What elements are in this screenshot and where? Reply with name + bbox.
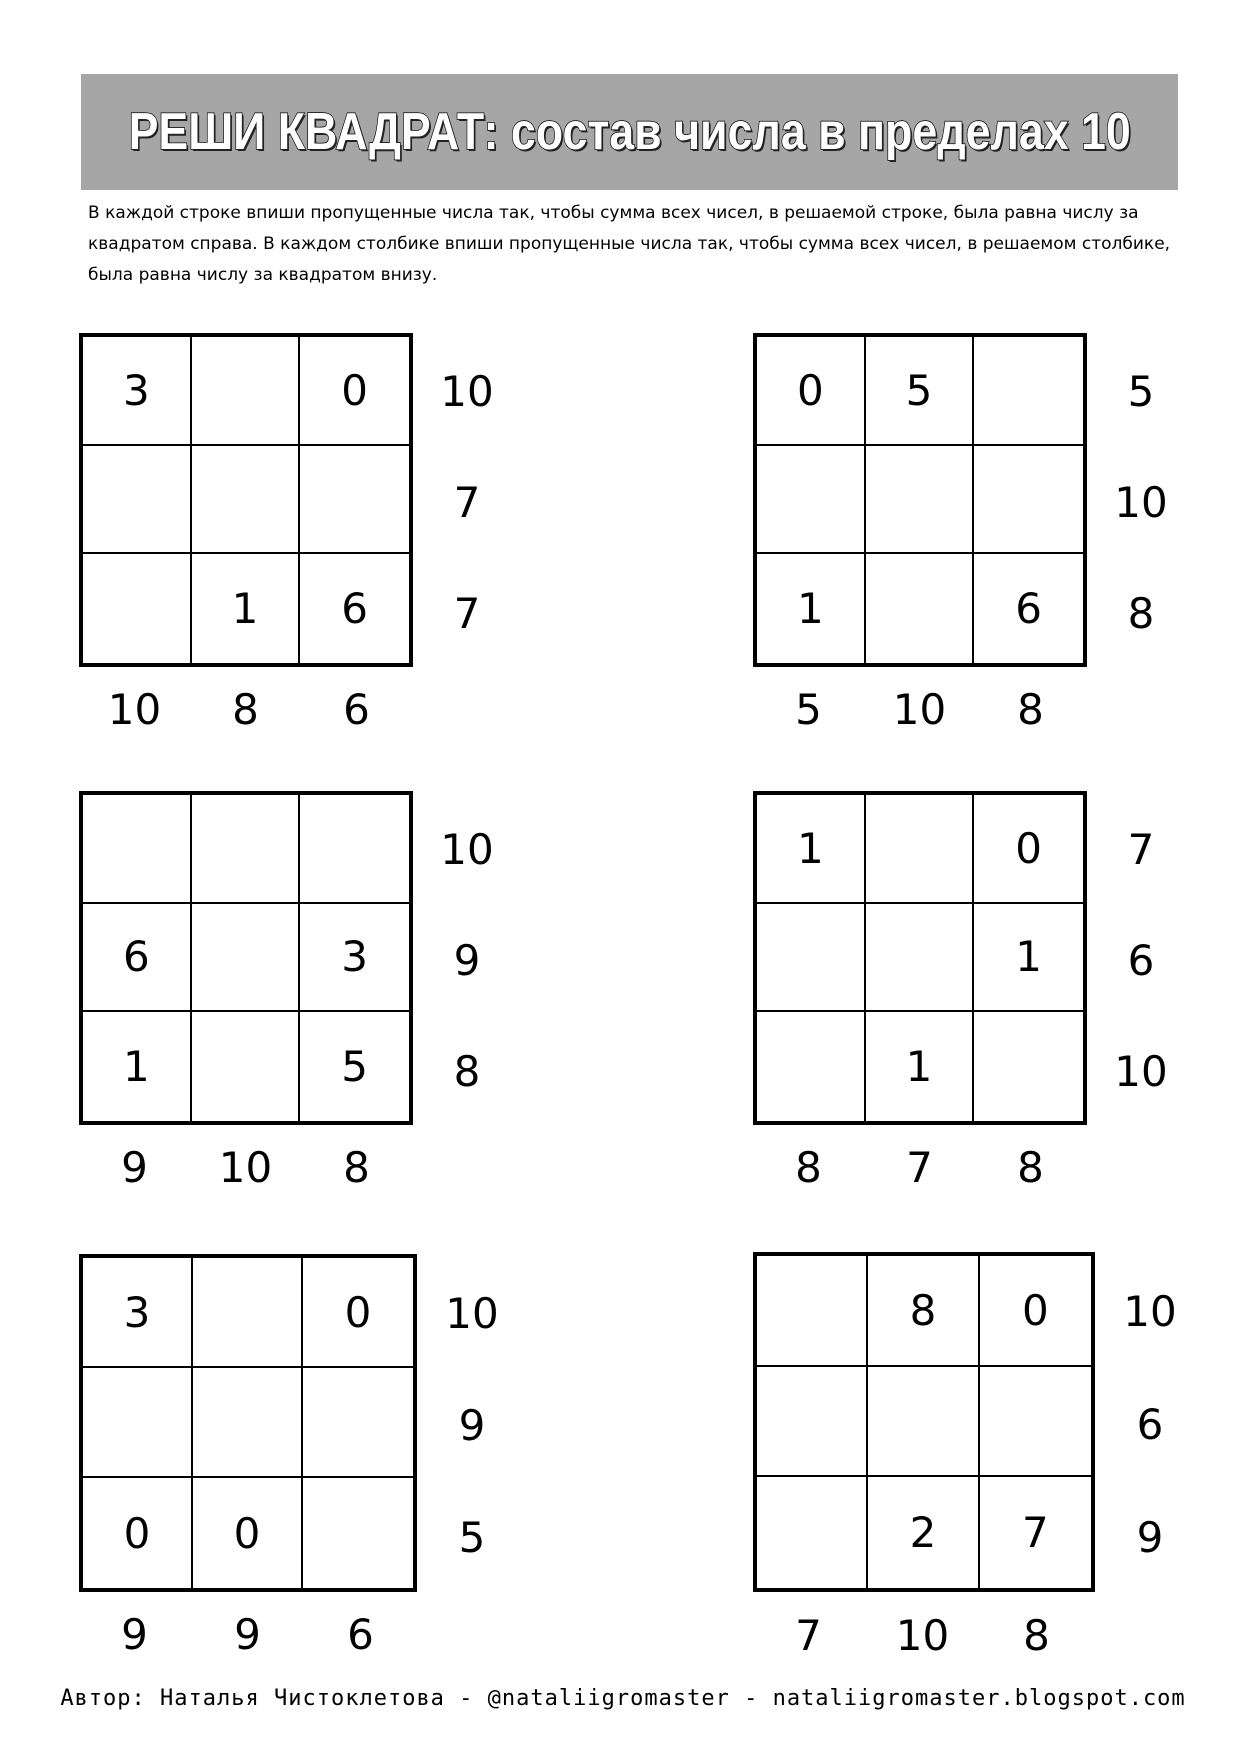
row-sum: 8 [1127, 588, 1155, 638]
puzzle-grid [753, 1252, 1095, 1592]
author-credit: Автор: Наталья Чистоклетова - @nataliigromaster - nataliigromaster.blogspot.com [60, 1686, 1186, 1711]
grid-cell[interactable]: 6 [341, 584, 369, 634]
grid-cell[interactable] [868, 1367, 979, 1478]
column-sum: 9 [234, 1609, 261, 1659]
grid-cell[interactable] [193, 1368, 303, 1478]
grid-cell[interactable]: 8 [868, 1256, 979, 1367]
row-sum: 6 [1127, 935, 1155, 985]
grid-cell[interactable] [83, 795, 192, 904]
column-sum: 6 [347, 1609, 374, 1659]
grid-cell[interactable]: 5 [341, 1042, 369, 1092]
grid-cell[interactable]: 1 [83, 1012, 192, 1121]
grid-cell[interactable]: 0 [83, 1478, 193, 1588]
grid-cell[interactable] [974, 1012, 1083, 1121]
grid-cell[interactable] [83, 446, 192, 555]
row-sum: 5 [458, 1512, 486, 1562]
grid-cell[interactable] [192, 446, 301, 555]
grid-cell[interactable] [300, 446, 409, 555]
column-sum: 10 [892, 684, 947, 734]
grid-cell[interactable]: 1 [192, 554, 301, 663]
column-sum: 7 [795, 1610, 822, 1660]
grid-cell[interactable]: 0 [757, 337, 866, 446]
title-banner [81, 74, 1178, 190]
grid-cell[interactable]: 0 [974, 795, 1083, 904]
grid-cell[interactable]: 3 [83, 1258, 193, 1368]
grid-cell[interactable]: 2 [868, 1477, 979, 1588]
grid-cell[interactable] [866, 904, 975, 1013]
worksheet-title: РЕШИ КВАДРАТ: состав числа в пределах 10 [128, 103, 1131, 161]
grid-cell[interactable] [192, 904, 301, 1013]
grid-cell[interactable] [192, 337, 301, 446]
grid-cell[interactable]: 3 [300, 904, 409, 1013]
grid-cell[interactable] [83, 554, 192, 663]
column-sum: 6 [343, 684, 370, 734]
grid-cell[interactable] [866, 795, 975, 904]
grid-cell[interactable]: 0 [303, 1258, 413, 1368]
grid-cell[interactable]: 0 [193, 1478, 303, 1588]
row-sum: 10 [1123, 1286, 1177, 1336]
column-sum: 9 [121, 1609, 148, 1659]
grid-cell[interactable]: 0 [980, 1256, 1091, 1367]
grid-cell[interactable] [83, 1368, 193, 1478]
grid-cell[interactable]: 7 [1021, 1508, 1049, 1558]
grid-cell[interactable] [193, 1258, 303, 1368]
grid-cell[interactable] [974, 446, 1083, 555]
grid-cell[interactable]: 1 [866, 1012, 975, 1121]
row-sum: 7 [453, 477, 481, 527]
grid-cell[interactable]: 1 [974, 904, 1083, 1013]
column-sum: 8 [1017, 1142, 1044, 1192]
grid-cell[interactable]: 6 [83, 904, 192, 1013]
row-sum: 8 [453, 1046, 481, 1096]
column-sum: 8 [343, 1142, 370, 1192]
column-sum: 7 [906, 1142, 933, 1192]
column-sum: 8 [1017, 684, 1044, 734]
grid-cell[interactable] [757, 1367, 868, 1478]
column-sum: 10 [895, 1610, 950, 1660]
puzzle-grid [753, 791, 1087, 1125]
row-sum: 6 [1136, 1399, 1164, 1449]
grid-cell[interactable]: 1 [757, 554, 866, 663]
row-sum: 7 [1127, 824, 1155, 874]
grid-cell[interactable] [757, 1477, 868, 1588]
column-sum: 8 [232, 684, 259, 734]
row-sum: 9 [1136, 1512, 1164, 1562]
grid-cell[interactable] [757, 904, 866, 1013]
grid-cell[interactable] [866, 446, 975, 555]
puzzle-grid [79, 333, 413, 667]
row-sum: 5 [1127, 366, 1155, 416]
column-sum: 5 [795, 684, 822, 734]
row-sum: 10 [1114, 1046, 1168, 1096]
row-sum: 7 [453, 588, 481, 638]
column-sum: 8 [795, 1142, 822, 1192]
puzzle-grid [79, 791, 413, 1125]
column-sum: 10 [218, 1142, 273, 1192]
grid-cell[interactable] [757, 1012, 866, 1121]
instructions-text: В каждой строке впиши пропущенные числа так, чтобы сумма всех чисел, в решаемой строке, была равна числу за квадратом справа. В каждом столбике впиши пропущенные числа так, чтобы сумма всех чисел, в решаемом столбике, была равна числу за квадратом внизу. [88, 203, 1171, 285]
grid-cell[interactable]: 0 [300, 337, 409, 446]
grid-cell[interactable] [757, 1256, 868, 1367]
grid-cell[interactable] [192, 1012, 301, 1121]
grid-cell[interactable] [303, 1478, 413, 1588]
puzzle-grid [79, 1254, 417, 1592]
grid-cell[interactable] [866, 554, 975, 663]
grid-cell[interactable]: 6 [1015, 584, 1043, 634]
column-sum: 9 [121, 1142, 148, 1192]
grid-cell[interactable] [303, 1368, 413, 1478]
grid-cell[interactable] [300, 795, 409, 904]
grid-cell[interactable]: 5 [866, 337, 975, 446]
column-sum: 8 [1023, 1610, 1050, 1660]
grid-cell[interactable] [192, 795, 301, 904]
row-sum: 10 [440, 366, 494, 416]
grid-cell[interactable]: 3 [83, 337, 192, 446]
row-sum: 10 [440, 824, 494, 874]
grid-cell[interactable] [757, 446, 866, 555]
grid-cell[interactable]: 1 [757, 795, 866, 904]
puzzle-grid [753, 333, 1087, 667]
column-sum: 10 [107, 684, 162, 734]
row-sum: 10 [1114, 477, 1168, 527]
row-sum: 9 [458, 1400, 486, 1450]
row-sum: 10 [445, 1288, 499, 1338]
row-sum: 9 [453, 935, 481, 985]
grid-cell[interactable] [980, 1367, 1091, 1478]
grid-cell[interactable] [974, 337, 1083, 446]
